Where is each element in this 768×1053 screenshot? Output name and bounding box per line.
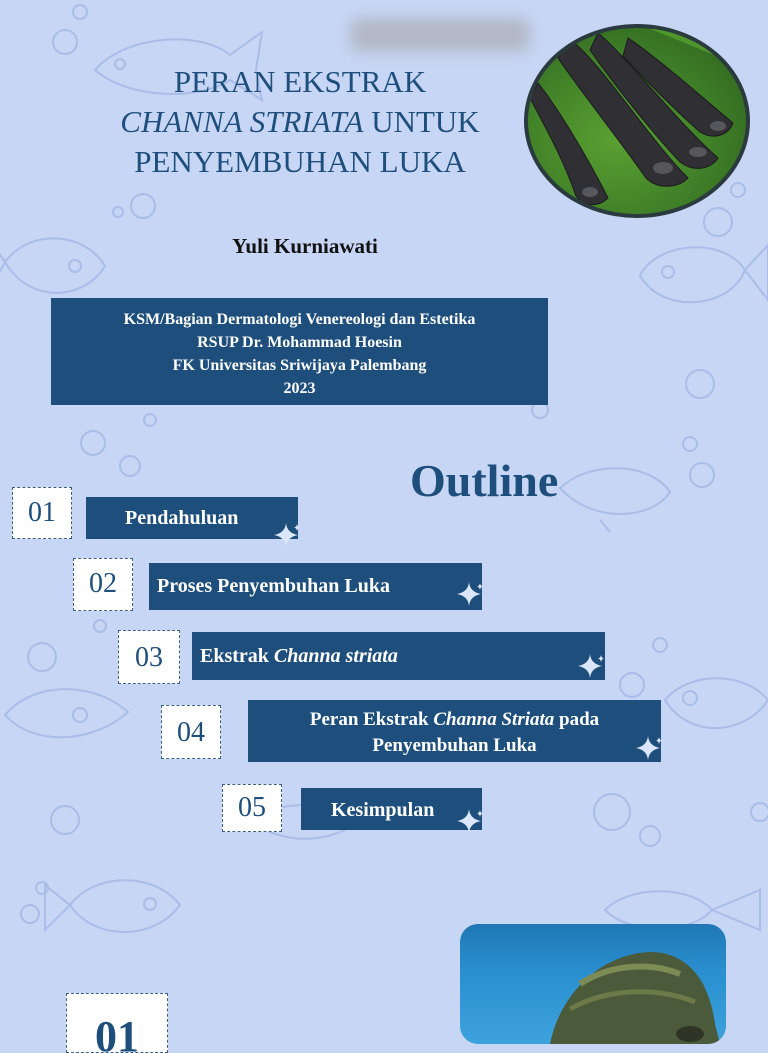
title-italic-species: CHANNA STRIATA (120, 104, 364, 139)
outline-number-02: 02 (73, 558, 133, 611)
label-prefix: Peran Ekstrak (309, 709, 434, 730)
snakehead-fish-photo (524, 24, 750, 218)
outline-number-05: 05 (222, 784, 282, 832)
label-suffix: pada (554, 709, 600, 730)
author-name: Yuli Kurniawati (232, 234, 378, 258)
fish-photo-illustration (528, 28, 746, 214)
sparkle-icon (455, 807, 485, 835)
slide-title (70, 62, 530, 182)
label-species: Channa striata (273, 645, 398, 667)
affiliation-year: 2023 (283, 380, 316, 397)
outline-item-label: Pendahuluan (125, 507, 239, 529)
outline-item-ekstrak-channa[interactable] (192, 632, 605, 680)
outline-number-01: 01 (12, 487, 72, 539)
affiliation-line-3: FK Universitas Sriwijaya Palembang (172, 357, 427, 374)
outline-item-peran-ekstrak[interactable] (248, 700, 661, 762)
affiliation-line-2: RSUP Dr. Mohammad Hoesin (197, 334, 402, 351)
outline-item-label (200, 645, 398, 668)
outline-number-03: 03 (118, 630, 180, 684)
sparkle-icon (634, 734, 664, 762)
affiliation-box (51, 298, 548, 405)
aquarium-fish-illustration (460, 924, 726, 1044)
outline-item-label: Proses Penyembuhan Luka (157, 575, 391, 597)
title-line-3: PENYEMBUHAN LUKA (134, 144, 466, 179)
snakehead-fish-aquarium-photo (460, 924, 726, 1044)
outline-number-04: 04 (161, 705, 221, 759)
outline-item-label (248, 700, 661, 759)
sparkle-icon (272, 521, 302, 549)
outline-item-pendahuluan[interactable] (86, 497, 298, 539)
sparkle-icon (576, 652, 606, 680)
title-line-2-rest: UNTUK (363, 104, 480, 139)
outline-item-label: Kesimpulan (331, 799, 435, 821)
label-line-2: Penyembuhan Luka (372, 735, 537, 756)
label-species: Channa Striata (433, 709, 555, 730)
label-prefix: Ekstrak (200, 645, 274, 667)
title-line-1: PERAN EKSTRAK (173, 64, 427, 99)
blurred-overlay (350, 18, 530, 52)
title-line-2 (70, 102, 530, 142)
outline-heading: Outline (410, 455, 559, 506)
affiliation-line-1: KSM/Bagian Dermatologi Venereologi dan Estetika (123, 311, 476, 328)
next-section-number-box: 01 (66, 993, 168, 1053)
sparkle-icon (455, 580, 485, 608)
label-line-1 (248, 707, 661, 733)
outline-item-proses-penyembuhan[interactable] (149, 563, 482, 610)
